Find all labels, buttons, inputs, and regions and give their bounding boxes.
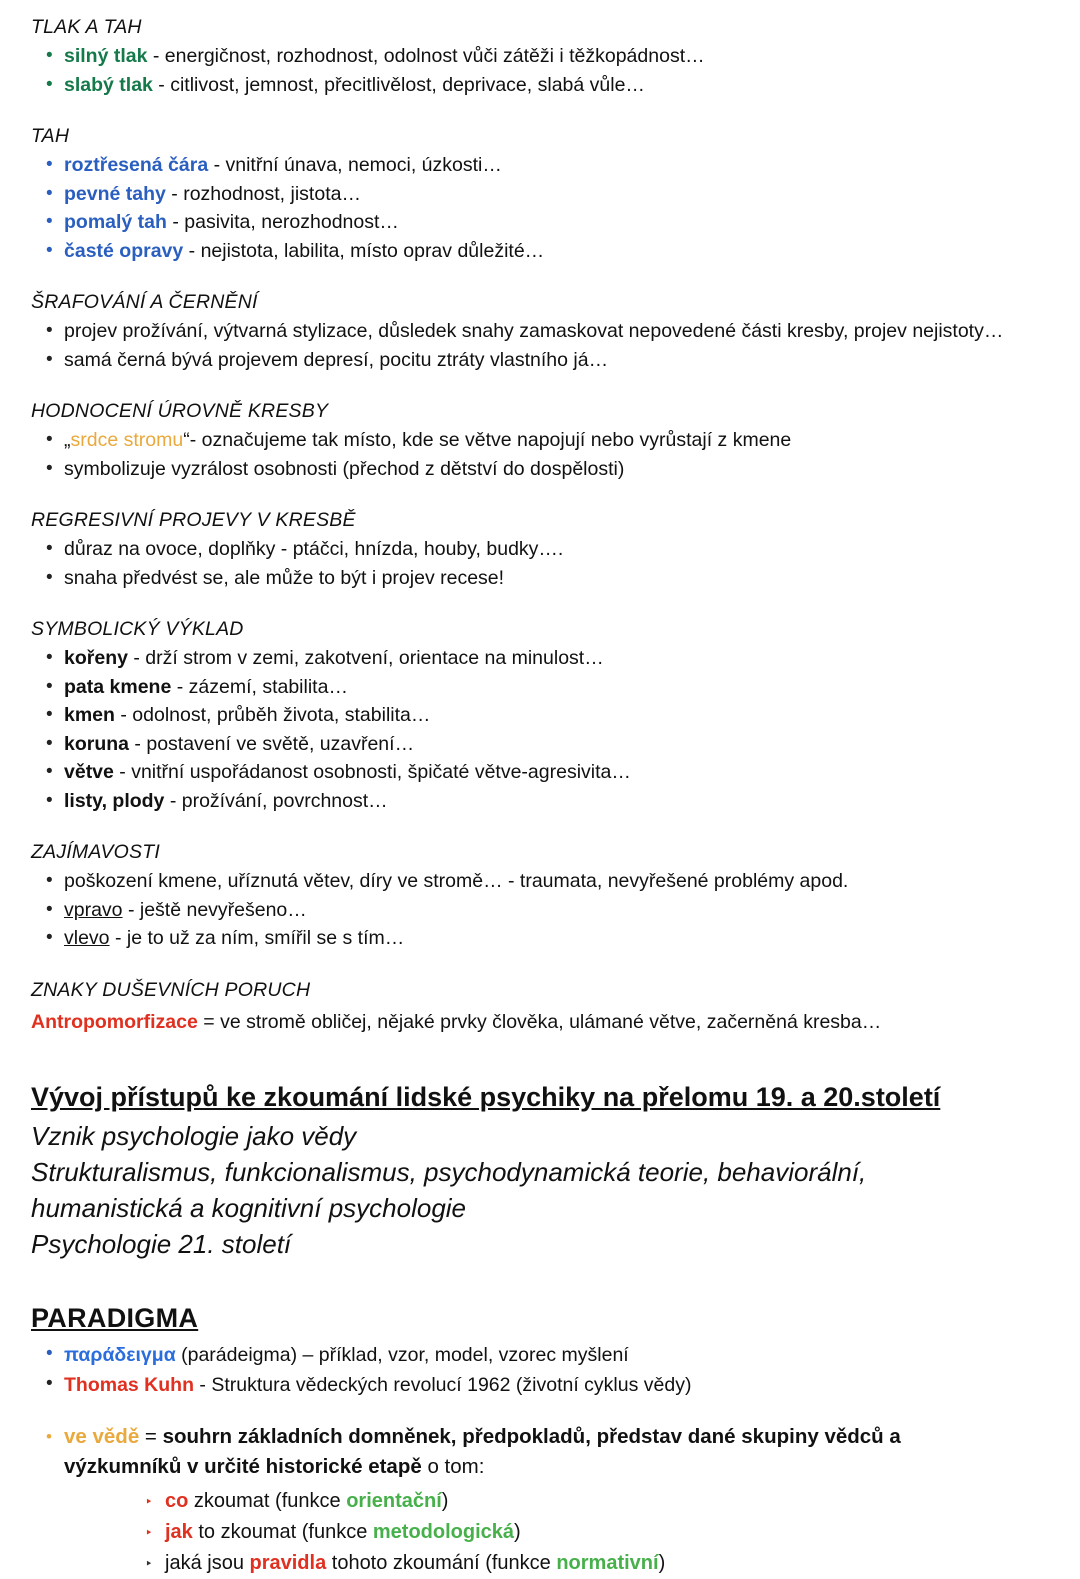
sub-item-accent: metodologická: [372, 1521, 515, 1543]
list-item: [30, 924, 1050, 953]
list-item: [30, 867, 1050, 896]
list-item: [30, 208, 1050, 237]
list-item: [30, 71, 1050, 100]
list-item: [30, 701, 1050, 730]
bullet-list: [30, 867, 1050, 953]
bullet-icon: •: [46, 45, 53, 66]
list-item-term: roztřesená čára: [64, 154, 209, 176]
bullet-icon: •: [46, 73, 53, 95]
antropomorfizace-line: [30, 1008, 1050, 1037]
bullet-list: [30, 426, 1050, 483]
list-item-text: - nejistota, labilita, místo oprav důležité…: [183, 239, 545, 262]
list-item: [30, 673, 1050, 702]
spacer: [30, 602, 1050, 616]
bullet-icon: •: [46, 182, 53, 204]
sub-arrow-icon: ‣: [145, 1494, 153, 1509]
list-item-term: časté opravy: [64, 239, 184, 262]
quote-open: „: [64, 429, 71, 451]
bullet-icon: •: [46, 566, 53, 588]
section-heading: REGRESIVNÍ PROJEVY V KRESBĚ: [31, 509, 356, 531]
sub-item-mid: zkoumat (funkce: [188, 1490, 347, 1512]
section-hodnoceni-urovne-kresby: [30, 398, 1050, 483]
list-item: [30, 758, 1050, 787]
list-item-text: - zázemí, stabilita…: [171, 675, 348, 698]
section-srafovani-a-cerneni: [30, 289, 1050, 374]
sub-arrow-icon: ‣: [145, 1525, 153, 1540]
spacer: [30, 1400, 1050, 1422]
sub-item-mid: tohoto zkoumání (funkce: [326, 1552, 557, 1574]
list-item: [30, 787, 1050, 816]
list-item-term: listy, plody: [64, 789, 165, 812]
list-item-text: symbolizuje vyzrálost osobnosti (přechod z dětství do dospělosti): [64, 457, 625, 480]
subtitle-line: Strukturalismus, funkcionalismus, psychodynamická teorie, behaviorální,: [31, 1157, 867, 1187]
list-item-text: snaha předvést se, ale může to být i projev recese!: [64, 566, 505, 589]
sub-list-item: [30, 1517, 1050, 1548]
list-item-text: - Struktura vědeckých revolucí 1962 (životní cyklus vědy): [194, 1374, 692, 1396]
bullet-list: [30, 644, 1050, 815]
list-item: [30, 42, 1050, 71]
list-item-text: - drží strom v zemi, zakotvení, orientace na minulost…: [127, 647, 604, 669]
section-heading: HODNOCENÍ ÚROVNĚ KRESBY: [31, 400, 329, 422]
list-item-term: koruna: [64, 732, 130, 755]
sub-list-item: [30, 1548, 1050, 1579]
definition-bold-text: souhrn základních domněnek, předpokladů, představ dané skupiny vědců a výzkumníků v určité historické etapě: [64, 1425, 901, 1478]
bullet-list: [30, 1340, 1050, 1400]
list-item: [30, 730, 1050, 759]
section-zajimavosti: [30, 839, 1050, 953]
bullet-list: [30, 317, 1050, 374]
list-item-term: srdce stromu: [70, 429, 184, 451]
list-item-term: pomalý tah: [64, 211, 167, 233]
person-name: Thomas Kuhn: [64, 1374, 194, 1396]
bullet-icon: •: [46, 732, 53, 754]
bullet-icon: •: [46, 927, 53, 948]
section-tlak-a-tah: [30, 14, 1050, 99]
list-item-text: poškození kmene, uříznutá větev, díry ve stromě… - traumata, nevyřešené problémy apod.: [64, 870, 849, 892]
list-item-text: projev prožívání, výtvarná stylizace, důsledek snahy zamaskovat nepovedené části kresby, projev nejistoty…: [64, 320, 1004, 342]
list-item: [30, 317, 1050, 346]
list-item: [30, 346, 1050, 375]
sub-item-lead: jak: [165, 1521, 193, 1543]
bullet-list: [30, 151, 1050, 265]
list-item-term: pevné tahy: [64, 182, 166, 205]
list-item-term: pata kmene: [64, 675, 172, 698]
list-item-text: - je to už za ním, smířil se s tím…: [109, 927, 405, 949]
list-item-term: kořeny: [64, 647, 128, 669]
section-heading: ZAJÍMAVOSTI: [31, 841, 160, 863]
greek-term: παράδειγμα: [64, 1344, 176, 1366]
definition-tail: o tom:: [421, 1455, 485, 1478]
bullet-icon: •: [46, 348, 53, 370]
list-item-text: - pasivita, nerozhodnost…: [166, 211, 399, 233]
spacer: [30, 109, 1050, 123]
list-item-text: - postavení ve světě, uzavření…: [129, 732, 415, 755]
sub-item-close: ): [658, 1552, 666, 1574]
list-item-text: - odolnost, průběh života, stabilita…: [114, 704, 431, 726]
bullet-icon: •: [46, 239, 53, 261]
bullet-icon: •: [46, 429, 53, 450]
antropomorfizace-term: Antropomorfizace: [31, 1010, 198, 1033]
list-item: [30, 426, 1050, 455]
spacer: [30, 384, 1050, 398]
spacer: [30, 493, 1050, 507]
list-item-text: - vnitřní uspořádanost osobnosti, špičaté větve-agresivita…: [113, 761, 631, 783]
list-item-text: důraz na ovoce, doplňky - ptáčci, hnízda, houby, budky….: [64, 538, 564, 560]
title-block: [30, 1078, 1050, 1262]
section-heading: TAH: [31, 125, 70, 147]
list-item-term: kmen: [64, 704, 115, 726]
sub-item-mid: to zkoumat (funkce: [192, 1521, 373, 1543]
list-item-term: vpravo: [64, 898, 123, 921]
bullet-icon: •: [46, 789, 53, 811]
list-item: [30, 151, 1050, 180]
bullet-icon: •: [46, 898, 53, 920]
paradigma-sub-list: [30, 1486, 1050, 1579]
subtitle-line: Psychologie 21. století: [31, 1229, 292, 1259]
list-item-term: silný tlak: [64, 45, 148, 67]
list-item-text: “- označujeme tak místo, kde se větve napojují nebo vyrůstají z kmene: [183, 429, 792, 451]
list-item-text: - energičnost, rozhodnost, odolnost vůči zátěži i těžkopádnost…: [147, 45, 705, 67]
spacer: [30, 275, 1050, 289]
definition-equals: =: [139, 1425, 163, 1448]
section-paradigma: [30, 1300, 1050, 1579]
list-item-term: slabý tlak: [64, 73, 153, 96]
bullet-list: [30, 42, 1050, 99]
bullet-icon: •: [46, 457, 53, 479]
sub-item-highlight: pravidla: [249, 1552, 327, 1574]
list-item-term: větve: [64, 761, 114, 783]
paradigma-definition: [30, 1422, 994, 1482]
list-item: [30, 1340, 1050, 1370]
list-item-text: - ještě nevyřešeno…: [122, 898, 307, 921]
subtitle-line: Vznik psychologie jako vědy: [31, 1121, 357, 1151]
subtitle-line: humanistická a kognitivní psychologie: [31, 1193, 467, 1223]
list-item: [30, 564, 1050, 593]
spacer: [30, 825, 1050, 839]
definition-term: ve vědě: [64, 1425, 140, 1448]
bullet-icon: •: [46, 1427, 52, 1446]
bullet-icon: •: [46, 870, 53, 891]
spacer: [30, 1272, 1050, 1300]
spacer: [30, 963, 1050, 977]
section-znaky-dusevnich-poruch: [30, 977, 1050, 1037]
bullet-icon: •: [46, 761, 53, 782]
section-symbolicky-vyklad: [30, 616, 1050, 815]
list-item-text: - rozhodnost, jistota…: [165, 182, 361, 205]
paradigma-title: PARADIGMA: [31, 1303, 199, 1333]
section-regresivni-projevy: [30, 507, 1050, 592]
list-item: [30, 535, 1050, 564]
list-item: [30, 644, 1050, 673]
antropomorfizace-text: = ve stromě obličej, nějaké prvky člověka, ulámané větve, začerněná kresba…: [197, 1010, 882, 1033]
sub-list-item: [30, 1486, 1050, 1517]
sub-arrow-icon: ‣: [145, 1556, 153, 1571]
list-item-term: vlevo: [64, 927, 110, 949]
list-item: [30, 180, 1050, 209]
list-item-text: - prožívání, povrchnost…: [164, 789, 388, 812]
sub-item-accent: orientační: [346, 1490, 442, 1512]
bullet-icon: •: [46, 1343, 53, 1364]
list-item: [30, 455, 1050, 484]
list-item-text: (parádeigma) – příklad, vzor, model, vzorec myšlení: [175, 1344, 629, 1366]
list-item-text: samá černá bývá projevem depresí, pocitu ztráty vlastního já…: [64, 348, 609, 371]
page-title: Vývoj přístupů ke zkoumání lidské psychiky na přelomu 19. a 20.století: [31, 1082, 941, 1112]
section-heading: TLAK A TAH: [31, 16, 142, 38]
list-item: [30, 1370, 1050, 1400]
bullet-icon: •: [46, 1373, 53, 1394]
list-item-text: - vnitřní únava, nemoci, úzkosti…: [208, 154, 502, 176]
sub-item-close: ): [514, 1521, 521, 1543]
list-item: [30, 237, 1050, 266]
sub-item-lead: jaká jsou: [165, 1552, 250, 1574]
bullet-icon: •: [46, 211, 53, 232]
bullet-list: [30, 535, 1050, 592]
sub-item-lead: co: [165, 1490, 189, 1512]
list-item: [30, 896, 1050, 925]
paradigma-title-wrap: [30, 1300, 1050, 1340]
sub-item-close: ): [441, 1490, 449, 1512]
spacer: [30, 1046, 1050, 1078]
sub-item-accent: normativní: [556, 1552, 659, 1574]
bullet-icon: •: [46, 154, 53, 175]
section-heading: ZNAKY DUŠEVNÍCH PORUCH: [31, 978, 311, 1001]
list-item-text: - citlivost, jemnost, přecitlivělost, deprivace, slabá vůle…: [152, 73, 645, 96]
section-tah: [30, 123, 1050, 265]
bullet-icon: •: [46, 704, 53, 725]
section-heading: SYMBOLICKÝ VÝKLAD: [31, 618, 244, 640]
bullet-icon: •: [46, 538, 53, 559]
bullet-icon: •: [46, 647, 53, 668]
bullet-icon: •: [46, 675, 53, 697]
bullet-icon: •: [46, 320, 53, 341]
section-heading: ŠRAFOVÁNÍ A ČERNĚNÍ: [31, 291, 258, 313]
